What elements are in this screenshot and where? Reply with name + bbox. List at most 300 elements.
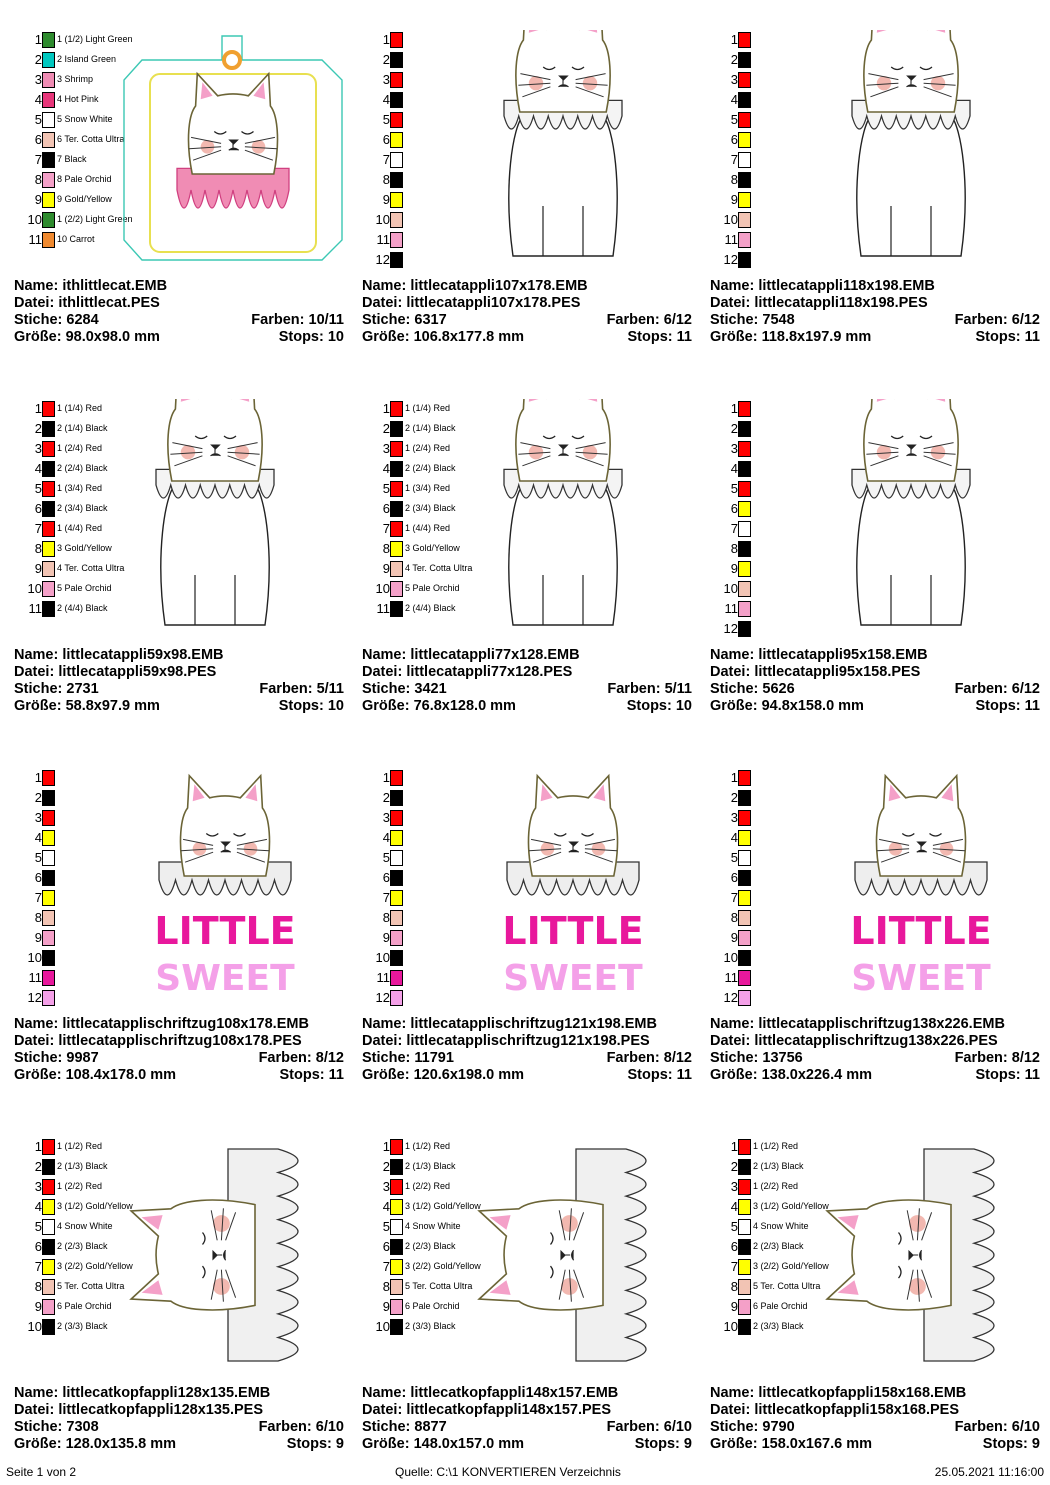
swatch-number: 10 [27,950,42,965]
swatch-number: 8 [730,172,738,187]
design-meta [14,1385,344,1453]
swatch-color-box [738,192,751,208]
design-meta [14,647,344,715]
meta-row [362,1385,692,1402]
color-swatch [14,110,134,130]
swatch-number: 3 [34,441,42,456]
swatch-number: 1 [382,1139,390,1154]
color-swatch [14,1157,134,1177]
swatch-color-box [390,810,403,826]
meta-row [362,295,692,312]
swatch-number: 11 [724,232,738,247]
color-swatch [362,1277,482,1297]
stop-count-field [287,1436,344,1453]
swatch-color-box [42,112,55,128]
color-count-value: 8/12 [1011,1050,1040,1066]
swatch-color-box [390,1139,403,1155]
stitch-count-label: Stiche: [710,1050,759,1066]
swatch-label: 2 (2/3) Black [753,1241,804,1251]
swatch-label: 1 (4/4) Red [57,523,103,533]
swatch-color-box [738,52,751,68]
design-file-field [14,295,160,311]
swatch-color-box [390,481,403,497]
swatch-label: 2 Island Green [57,54,117,64]
swatch-label: 1 (2/2) Red [405,1181,451,1191]
color-count-value: 5/11 [316,681,344,697]
swatch-number: 8 [34,1279,42,1294]
design-file-field [710,295,928,311]
color-swatch [362,808,482,828]
swatch-number: 8 [34,172,42,187]
color-swatch [14,210,134,230]
swatch-color-box [390,890,403,906]
meta-row [362,681,692,698]
design-size-value: 138.0x226.4 mm [761,1067,873,1083]
design-file-value: littlecatappli107x178.PES [406,295,581,311]
swatch-color-box [390,521,403,537]
swatch-number: 7 [34,890,42,905]
swatch-label: 2 (2/3) Black [57,1241,108,1251]
swatch-color-box [42,1159,55,1175]
swatch-color-box [390,92,403,108]
design-name-field [14,1385,270,1401]
design-size-field [362,698,516,714]
swatch-number: 6 [382,132,390,147]
color-swatch [362,888,482,908]
design-file-label: Datei: [362,1402,403,1418]
swatch-number: 7 [730,152,738,167]
swatch-color-box [42,790,55,806]
design-size-label: Größe: [14,698,62,714]
swatch-number: 4 [34,461,42,476]
swatch-number: 8 [382,172,390,187]
color-count-field [955,1419,1040,1436]
swatch-label: 3 Gold/Yellow [405,543,460,553]
swatch-color-box [390,1159,403,1175]
color-swatch [14,50,134,70]
color-swatch [710,968,830,988]
stitch-count-field [710,1419,795,1435]
color-swatch [14,948,134,968]
meta-row [14,278,344,295]
design-card [696,1107,1044,1476]
design-size-label: Größe: [710,1436,758,1452]
stitch-count-value: 9790 [762,1419,795,1435]
swatch-color-box [738,1219,751,1235]
swatch-color-box [738,1199,751,1215]
design-name-value: littlecatkopfappli148x157.EMB [410,1385,619,1401]
design-name-value: littlecatapplischriftzug138x226.EMB [758,1016,1005,1032]
swatch-number: 5 [34,481,42,496]
swatch-label: 1 (3/4) Red [405,483,451,493]
color-swatch [362,868,482,888]
design-name-field [14,1016,309,1032]
design-file-label: Datei: [14,1033,55,1049]
color-count-field [955,312,1040,329]
color-swatch [710,1257,830,1277]
stitch-count-label: Stiche: [362,312,411,328]
stitch-count-value: 8877 [414,1419,447,1435]
stop-count-field [976,698,1040,715]
swatch-number: 6 [34,1239,42,1254]
swatch-label: 4 Hot Pink [57,94,99,104]
design-preview [814,1137,1044,1373]
swatch-number: 8 [382,1279,390,1294]
swatch-number: 1 [34,32,42,47]
color-count-label: Farben: [954,1419,1008,1435]
design-size-field [710,1436,872,1452]
design-file-value: littlecatappli118x198.PES [754,295,928,311]
color-swatch [14,190,134,210]
design-name-label: Name: [14,1016,59,1032]
color-swatch [710,1137,830,1157]
stitch-count-field [710,681,795,697]
swatch-label: 3 Shrimp [57,74,94,84]
swatch-label: 5 Pale Orchid [405,583,460,593]
design-card [696,369,1044,738]
swatch-number: 3 [730,1179,738,1194]
color-swatch [362,1317,482,1337]
swatch-number: 11 [28,232,42,247]
swatch-number: 10 [27,581,42,596]
design-name-field [362,647,580,663]
swatch-number: 5 [34,112,42,127]
stop-count-value: 10 [327,329,344,345]
meta-row [362,664,692,681]
swatch-number: 10 [27,212,42,227]
design-name-value: littlecatapplischriftzug121x198.EMB [410,1016,657,1032]
design-name-label: Name: [710,1385,755,1401]
design-meta [362,1385,692,1453]
color-swatch [362,768,482,788]
swatch-color-box [738,850,751,866]
swatch-color-box [42,770,55,786]
design-size-value: 118.8x197.9 mm [761,329,872,345]
design-preview [122,30,348,264]
swatch-label: 3 (2/2) Gold/Yellow [753,1261,829,1271]
stitch-count-label: Stiche: [14,681,63,697]
text-sweet: SWEET [155,958,295,999]
stitch-count-value: 7548 [762,312,795,328]
meta-row [14,295,344,312]
design-card [348,0,696,369]
swatch-number: 7 [34,521,42,536]
swatch-number: 11 [376,232,390,247]
swatch-label: 5 Ter. Cotta Ultra [57,1281,125,1291]
stitch-count-label: Stiche: [14,312,63,328]
swatch-number: 1 [34,401,42,416]
swatch-color-box [42,950,55,966]
cat-body [509,485,617,625]
swatch-color-box [738,870,751,886]
swatch-number: 2 [730,52,738,67]
color-swatch [710,868,830,888]
meta-row [710,278,1040,295]
stop-count-label: Stops: [278,698,324,714]
color-swatch [14,70,134,90]
swatch-number: 2 [382,421,390,436]
color-swatch [14,928,134,948]
swatch-number: 6 [382,501,390,516]
stop-count-value: 9 [335,1436,344,1452]
swatch-label: 3 (2/2) Gold/Yellow [405,1261,481,1271]
swatch-number: 9 [730,930,738,945]
swatch-color-box [42,1319,55,1335]
design-name-value: littlecatapplischriftzug108x178.EMB [62,1016,309,1032]
color-swatch [710,1217,830,1237]
swatch-label: 1 (2/2) Red [57,1181,103,1191]
swatch-color-box [738,481,751,497]
swatch-number: 9 [382,561,390,576]
stitch-count-field [362,1419,447,1435]
swatch-number: 11 [28,601,42,616]
color-swatch [710,1197,830,1217]
design-file-field [710,664,920,680]
design-file-value: littlecatkopfappli158x168.PES [754,1402,960,1418]
swatch-label: 5 Snow White [57,114,113,124]
stitch-count-label: Stiche: [710,681,759,697]
swatch-label: 2 (1/3) Black [57,1161,108,1171]
swatch-number: 10 [375,950,390,965]
swatch-label: 2 (4/4) Black [57,603,108,613]
color-swatch [14,968,134,988]
stop-count-label: Stops: [975,329,1021,345]
design-card [348,369,696,738]
color-swatch [362,968,482,988]
color-swatch [710,1237,830,1257]
color-swatch [710,808,830,828]
design-file-value: littlecatappli77x128.PES [406,664,573,680]
meta-row [362,278,692,295]
swatch-number: 9 [382,1299,390,1314]
swatch-number: 1 [382,401,390,416]
cat-body [857,116,965,256]
swatch-color-box [738,830,751,846]
design-name-value: littlecatappli77x128.EMB [410,647,580,663]
design-size-field [14,329,160,345]
stitch-count-value: 11791 [414,1050,454,1066]
swatch-label: 6 Ter. Cotta Ultra [57,134,125,144]
swatch-number: 10 [375,581,390,596]
design-file-field [14,1033,302,1049]
swatch-color-box [42,890,55,906]
stitch-count-label: Stiche: [362,1050,411,1066]
color-count-value: 8/12 [663,1050,692,1066]
swatch-number: 3 [34,72,42,87]
design-name-value: littlecatappli107x178.EMB [410,278,588,294]
swatch-color-box [390,501,403,517]
stitch-count-field [710,1050,803,1066]
color-count-field [607,681,692,698]
color-swatch [14,1197,134,1217]
swatch-number: 2 [730,421,738,436]
swatch-color-box [390,1299,403,1315]
design-name-field [14,647,224,663]
swatch-number: 7 [34,152,42,167]
swatch-color-box [390,541,403,557]
swatch-number: 3 [382,72,390,87]
stop-count-label: Stops: [278,329,324,345]
color-swatch [362,788,482,808]
meta-row [14,1385,344,1402]
swatch-color-box [738,132,751,148]
design-preview [466,1137,696,1373]
swatch-color-box [390,770,403,786]
design-meta [710,1385,1040,1453]
swatch-number: 12 [723,990,738,1005]
swatch-number: 2 [34,1159,42,1174]
swatch-number: 3 [382,810,390,825]
swatch-number: 4 [382,830,390,845]
color-swatch [710,908,830,928]
swatch-number: 8 [34,541,42,556]
stop-count-field [627,698,692,715]
page-indicator: Seite 1 von 2 [6,1465,77,1479]
text-sweet: SWEET [503,958,643,999]
swatch-label: 6 Pale Orchid [57,1301,112,1311]
color-count-label: Farben: [607,681,661,697]
meta-row [710,681,1040,698]
swatch-number: 7 [730,1259,738,1274]
swatch-number: 6 [730,501,738,516]
swatch-number: 2 [34,52,42,67]
swatch-label: 1 (4/4) Red [405,523,451,533]
color-swatch [362,908,482,928]
swatch-color-box [42,172,55,188]
swatch-color-box [390,212,403,228]
design-size-value: 76.8x128.0 mm [413,698,516,714]
swatch-color-box [42,232,55,248]
swatch-number: 10 [723,950,738,965]
swatch-color-box [42,870,55,886]
swatch-color-box [738,401,751,417]
color-swatch [14,828,134,848]
cat-head [516,30,610,112]
swatch-number: 8 [34,910,42,925]
stitch-count-label: Stiche: [710,312,759,328]
swatch-number: 12 [375,252,390,267]
meta-row [14,329,344,346]
swatch-color-box [390,152,403,168]
color-swatch [14,130,134,150]
design-meta [362,278,692,346]
swatch-number: 5 [730,850,738,865]
swatch-color-box [738,910,751,926]
swatch-color-box [390,1259,403,1275]
design-file-field [14,664,216,680]
color-swatch [14,1237,134,1257]
cat-head [864,30,958,112]
swatch-color-box [42,930,55,946]
design-file-value: ithlittlecat.PES [58,295,160,311]
color-count-field [607,1419,692,1436]
swatch-label: 6 Pale Orchid [405,1301,460,1311]
swatch-color-box [42,1139,55,1155]
meta-row [362,647,692,664]
swatch-color-box [738,950,751,966]
swatch-color-box [738,252,751,268]
swatch-color-box [738,441,751,457]
swatch-number: 9 [34,561,42,576]
swatch-color-box [42,601,55,617]
design-preview [468,768,678,1004]
meta-row [14,1050,344,1067]
design-file-field [14,1402,263,1418]
color-count-label: Farben: [954,1050,1008,1066]
swatch-number: 9 [730,561,738,576]
stop-count-value: 9 [683,1436,692,1452]
swatch-label: 2 (3/4) Black [57,503,108,513]
swatch-number: 9 [34,930,42,945]
color-swatch [362,1177,482,1197]
swatch-number: 8 [382,910,390,925]
design-size-value: 128.0x135.8 mm [65,1436,177,1452]
design-card [0,0,348,369]
design-file-value: littlecatkopfappli148x157.PES [406,1402,612,1418]
swatch-number: 6 [730,1239,738,1254]
swatch-label: 2 (2/3) Black [405,1241,456,1251]
swatch-number: 6 [730,132,738,147]
swatch-label: 2 (3/3) Black [57,1321,108,1331]
swatch-number: 5 [730,1219,738,1234]
print-datetime: 25.05.2021 11:16:00 [934,1465,1044,1479]
stitch-count-value: 9987 [66,1050,99,1066]
swatch-color-box [42,1219,55,1235]
design-card [348,1107,696,1476]
stitch-count-field [14,681,99,697]
swatch-label: 2 (3/3) Black [405,1321,456,1331]
color-swatch [14,90,134,110]
swatch-color-box [390,950,403,966]
design-name-value: littlecatappli59x98.EMB [62,647,224,663]
swatch-number: 6 [34,870,42,885]
design-size-label: Größe: [710,1067,758,1083]
design-name-field [362,1016,657,1032]
stop-count-field [983,1436,1040,1453]
color-swatch [14,768,134,788]
color-swatch [710,928,830,948]
design-name-value: littlecatkopfappli158x168.EMB [758,1385,967,1401]
swatch-number: 1 [730,770,738,785]
swatch-color-box [738,581,751,597]
swatch-label: 1 (1/2) Red [405,1141,451,1151]
design-name-label: Name: [710,1016,755,1032]
swatch-color-box [42,521,55,537]
design-name-label: Name: [362,1385,407,1401]
swatch-number: 6 [730,870,738,885]
swatch-color-box [42,910,55,926]
color-count-label: Farben: [259,681,313,697]
design-name-field [362,1385,618,1401]
design-size-field [14,1067,176,1083]
color-swatch [362,828,482,848]
meta-row [362,1436,692,1453]
meta-row [710,1385,1040,1402]
design-size-field [14,698,160,714]
swatch-number: 8 [382,541,390,556]
swatch-label: 4 Ter. Cotta Ultra [57,563,125,573]
color-swatch [362,1297,482,1317]
design-size-field [710,1067,872,1083]
stitch-count-label: Stiche: [14,1050,63,1066]
meta-row [362,1402,692,1419]
stitch-count-label: Stiche: [362,681,411,697]
swatch-number: 3 [730,441,738,456]
meta-row [710,1402,1040,1419]
swatch-number: 3 [730,72,738,87]
stop-count-field [976,1067,1040,1084]
swatch-number: 5 [730,112,738,127]
